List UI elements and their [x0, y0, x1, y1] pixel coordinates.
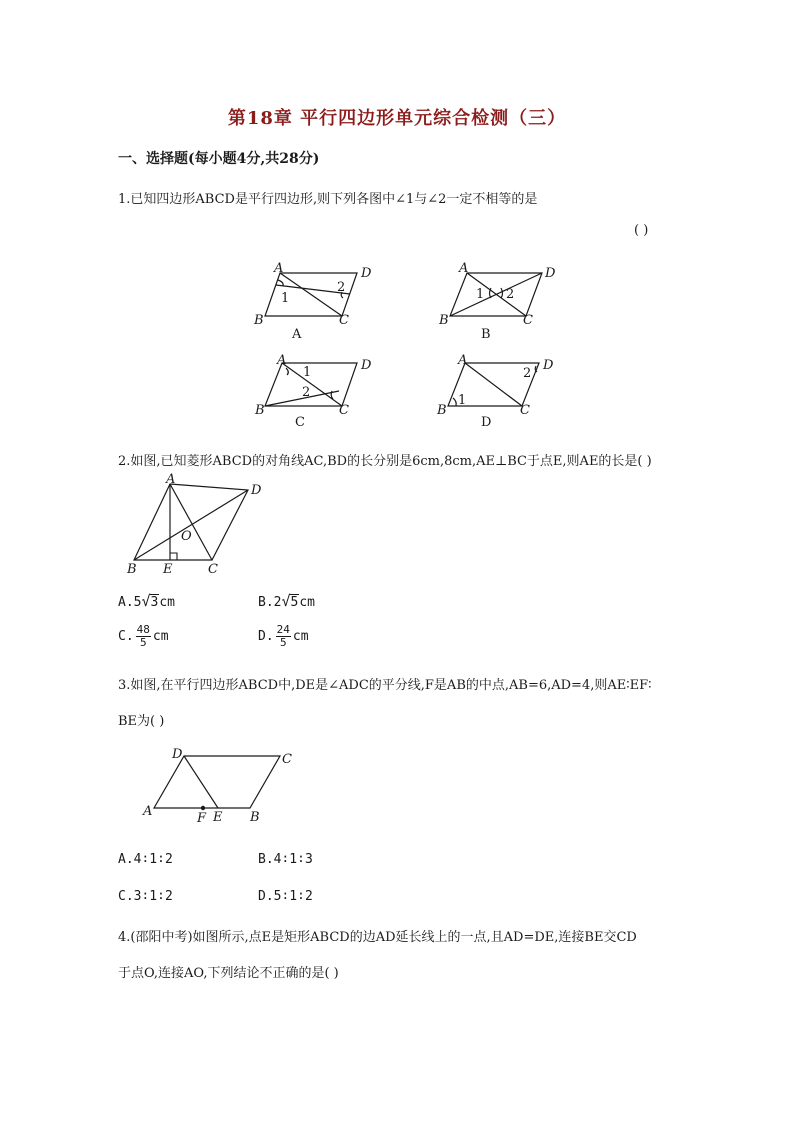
question-4-text-line-2: 于点O,连接AO,下列结论不正确的是( ) [118, 966, 339, 981]
q3-label-b: B [250, 810, 260, 825]
q3-label-f: F [197, 811, 207, 826]
q2-label-d: D [251, 483, 262, 498]
question-1-figures [240, 258, 570, 430]
q3-label-e: E [213, 810, 223, 825]
figure-d-diagonal [465, 363, 522, 406]
figure-b-angle-1: 1 [476, 287, 485, 302]
question-2-figure [120, 472, 270, 580]
parallelogram-abcd [154, 756, 280, 808]
q3-label-a: A [143, 804, 153, 819]
question-3-figure [140, 742, 310, 827]
q2-label-b: B [127, 562, 137, 577]
figure-b-label-b: B [439, 313, 449, 328]
figure-c-angle-arc [286, 368, 288, 375]
figure-c-diagonal [282, 363, 342, 406]
question-2-text: 2.如图,已知菱形ABCD的对角线AC,BD的长分别是6cm,8cm,AE⊥BC于点E,则AE的长是( ) [118, 454, 652, 469]
figure-c-label-b: B [255, 403, 265, 418]
figure-d-label-a: A [458, 353, 468, 368]
q2-option-b[interactable]: B.2√5cm [258, 592, 315, 610]
figure-b-angle-arc [490, 288, 492, 298]
question-1-answer-paren: ( ) [634, 223, 649, 238]
right-angle-mark [170, 553, 177, 560]
q2-label-c: C [208, 562, 218, 577]
page-title: 第18章 平行四边形单元综合检测（三） [227, 108, 567, 129]
q2-label-e: E [163, 562, 173, 577]
q2-label-o: O [181, 529, 192, 544]
figure-c-label-d: D [361, 358, 372, 373]
figure-a-angle-1: 1 [281, 291, 290, 306]
figure-a-angle-2: 2 [337, 280, 346, 295]
figure-b-angle-2: 2 [506, 287, 515, 302]
section-heading: 一、选择题(每小题4分,共28分) [118, 151, 320, 167]
figure-a-label-c: C [339, 313, 349, 328]
figure-a [253, 261, 372, 342]
q2-option-d[interactable]: D. $\frac{24}{5}$ cm [258, 623, 309, 649]
question-3-text-line-2: BE为( ) [118, 714, 165, 729]
figure-d-label-d: D [543, 358, 554, 373]
q3-label-d: D [172, 747, 183, 762]
q3-option-d[interactable]: D.5∶1∶2 [258, 889, 313, 904]
figure-b-label-a: A [459, 261, 469, 276]
figure-d [436, 353, 554, 430]
figure-c-caption: C [295, 415, 305, 430]
q2-option-a[interactable]: A.5√3cm [118, 592, 175, 610]
figure-a-label-b: B [254, 313, 264, 328]
q3-option-a[interactable]: A.4∶1∶2 [118, 852, 173, 867]
question-3-text-line-1: 3.如图,在平行四边形ABCD中,DE是∠ADC的平分线,F是AB的中点,AB=6,AD=4,则AE∶EF∶ [118, 678, 652, 693]
figure-d-label-b: B [437, 403, 447, 418]
figure-c-label-a: A [277, 353, 287, 368]
figure-b [438, 261, 556, 342]
figure-c-label-c: C [339, 403, 349, 418]
figure-d-angle-1: 1 [458, 393, 467, 408]
figure-a-label-a: A [274, 261, 284, 276]
figure-a-label-d: D [361, 266, 372, 281]
figure-d-angle-2: 2 [523, 366, 532, 381]
q3-option-c[interactable]: C.3∶1∶2 [118, 889, 173, 904]
question-1-text: 1.已知四边形ABCD是平行四边形,则下列各图中∠1与∠2一定不相等的是 [118, 192, 538, 207]
figure-a-diagonal [280, 273, 342, 316]
bisector-de [184, 756, 218, 808]
figure-c [254, 353, 372, 430]
figure-d-angle-arc [453, 398, 456, 406]
figure-b-caption: B [481, 327, 491, 342]
figure-b-label-d: D [545, 266, 556, 281]
diagonal-ac [170, 484, 212, 560]
figure-d-caption: D [481, 415, 492, 430]
q3-label-c: C [282, 752, 292, 767]
figure-c-angle-2: 2 [302, 385, 311, 400]
figure-a-caption: A [292, 327, 302, 342]
figure-c-angle-1: 1 [303, 365, 312, 380]
figure-b-angle-arc-2 [501, 288, 503, 298]
figure-b-label-c: C [523, 313, 533, 328]
q2-option-c[interactable]: C. $\frac{48}{5}$ cm [118, 623, 169, 649]
figure-d-label-c: C [520, 403, 530, 418]
question-4-text-line-1: 4.(邵阳中考)如图所示,点E是矩形ABCD的边AD延长线上的一点,且AD=DE,连接BE交CD [118, 930, 637, 945]
midpoint-f-dot [201, 806, 205, 810]
q2-label-a: A [166, 472, 176, 487]
q3-option-b[interactable]: B.4∶1∶3 [258, 852, 313, 867]
